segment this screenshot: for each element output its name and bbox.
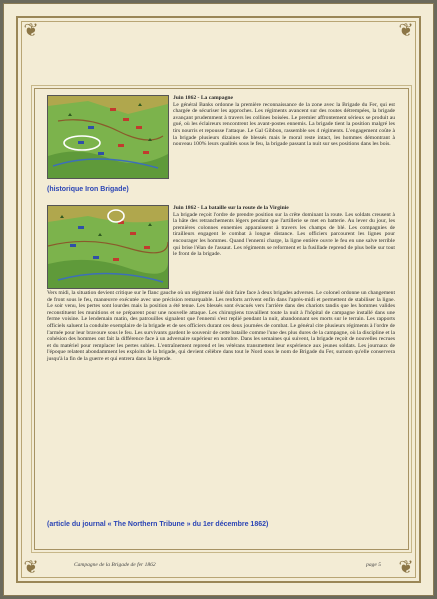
entry-2-paragraph-full: Vers midi, la situation devient critique sur le flanc gauche où un régiment isolé doit faire face à deux brigades adverses. Le colonel ordonne un changement de front sous le feu, manœuvre exécutée avec une précision remarquable. Les renforts arrivent enfin dans l'après-midi et permettent de stabiliser la ligne. Le soir venu, les pertes sont lourdes mais la position a été tenue. Les blessés sont évacués vers l'arrière dans des chariots tandis que les hommes valides reconstituent les munitions et se préparent pour une nouvelle attaque. Les chirurgiens travaillent toute la nuit à l'hôpital de campagne installé dans une ferme voisine. Le lendemain matin, des patrouilles signalent que l'ennemi s'est replié pendant la nuit, abandonnant ses morts sur le terrain. Les rapports officiels saluent la conduite exemplaire de la brigade et de ses officiers durant ces deux journées de combat. Le général cite plusieurs régiments à l'ordre de l'armée pour leur bravoure sous le feu. Les survivants gardent le souvenir de cette bataille comme l'une des plus dures de la campagne, où la discipline et la cohésion des hommes ont fait la différence face à un adversaire supérieur en nombre. Dans les semaines qui suivent, la brigade reçoit de nouvelles recrues et du matériel pour remplacer les pertes subies. L'entraînement reprend et les vétérans transmettent leur expérience aux jeunes soldats. Les journaux de l'époque relatent abondamment les exploits de la brigade, qui devient célèbre dans tout le Nord sous le nom de Brigade du Fer, surnom qu'elle conservera jusqu'à la fin de la guerre et qui entrera dans la légende. <box>47 290 395 362</box>
entry-1-paragraph: Le général Banks ordonne la première reconnaissance de la zone avec la Brigade du Fer, qui est chargée de sécuriser les approches. Les régiments avancent sur des routes détrempées, la brigade avançant prudemment à travers les collines boisées. Le premier affrontement sérieux se produit au gué, où les éclaireurs rencontrent les avant-postes ennemis. La brigade tient la position malgré les tirs nourris et repousse l'attaque. Le Gal Gibbon, rassemble ses 4 régiments. L'engagement coûte à la brigade plusieurs dizaines de blessés mais le moral reste intact, les hommes démontrant à nouveau 100% leurs qualités sous le feu, la brigade passant la nuit sur ses positions dans les bois. <box>173 101 395 148</box>
entry-2-source-link[interactable]: (article du journal « The Northern Tribune » du 1er décembre 1862) <box>47 521 269 528</box>
entry-2-text <box>173 205 395 258</box>
corner-ornament-icon: ❦ <box>398 20 414 41</box>
content-box <box>34 88 409 550</box>
entry-1-source-link[interactable]: (historique Iron Brigade) <box>47 186 129 193</box>
entry-1-date: Juin 1862 - La campagne <box>173 95 233 101</box>
footer-title: Campagne de la Brigade de fer 1862 <box>74 562 156 568</box>
corner-ornament-icon: ❦ <box>23 20 39 41</box>
entry-2-date: Juin 1862 - La bataille sur la route de la Virginie <box>173 205 289 211</box>
battle-map-image-1 <box>47 95 169 179</box>
corner-ornament-icon: ❦ <box>23 557 39 578</box>
entry-1-text <box>173 95 395 148</box>
entry-2-paragraph-right: La brigade reçoit l'ordre de prendre position sur la crête dominant la route. Les soldats creusent à la hâte des retranchements légers pendant que l'artillerie se met en batterie. Au lever du jour, les premières colonnes ennemies apparaissent à travers les champs de blé. Les compagnies de tirailleurs engagent le combat à longue distance. Les officiers parcourent les lignes pour encourager les hommes. Quand l'ennemi charge, la ligne entière ouvre le feu en une salve terrible qui brise l'élan de l'assaut. Les régiments se reforment et la fusillade reprend de plus belle sur tout le front de la brigade. <box>173 211 395 258</box>
page-number: page 5 <box>366 562 381 568</box>
corner-ornament-icon: ❦ <box>398 557 414 578</box>
page <box>3 3 434 596</box>
battle-map-image-2 <box>47 205 169 289</box>
